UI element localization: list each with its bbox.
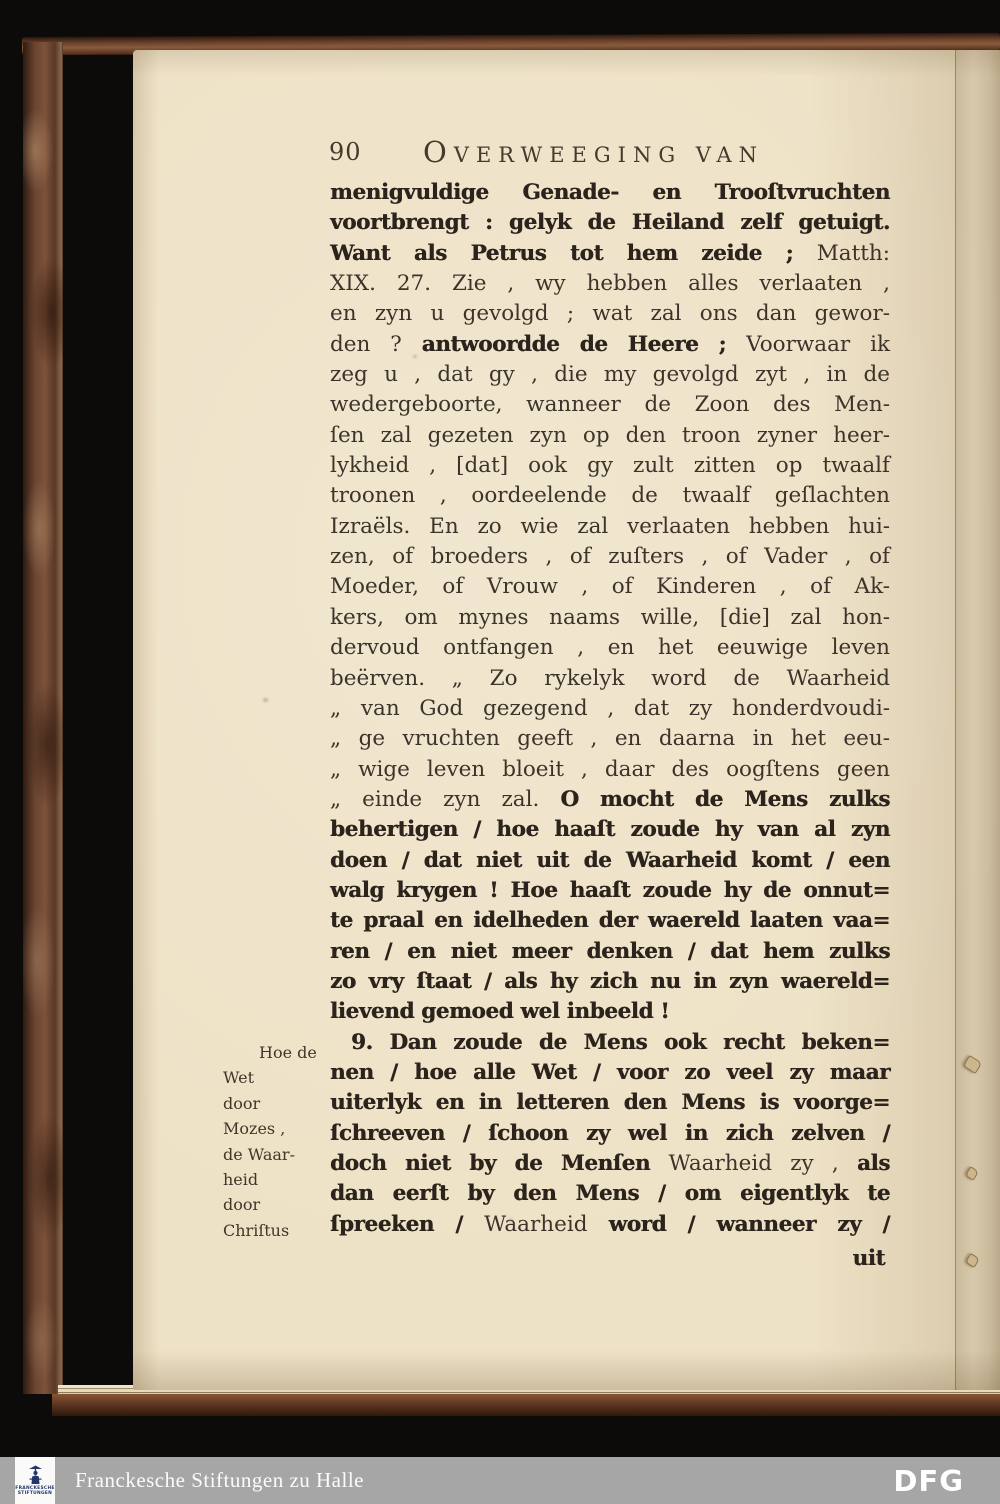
roman-segment: Izraëls. En zo wie zal verlaaten hebben hui- xyxy=(330,513,890,539)
text-line xyxy=(330,1149,890,1179)
text-line xyxy=(330,299,890,329)
page-gutter-crease xyxy=(955,50,1000,1390)
text-line xyxy=(330,1028,890,1058)
text-line xyxy=(330,542,890,572)
text-line xyxy=(330,421,890,451)
text-line xyxy=(330,1088,890,1118)
text-line xyxy=(330,603,890,633)
text-line xyxy=(330,360,890,390)
text-line xyxy=(330,694,890,724)
org-logo-label-2: STIFTUNGEN xyxy=(17,1491,53,1496)
blackletter-segment: voortbrengt : gelyk de Heiland zelf getuigt. xyxy=(330,210,890,236)
roman-segment: lykheid , [dat] ook gy zult zitten op twaalf xyxy=(330,453,890,479)
margin-note-line: heid xyxy=(223,1170,259,1190)
blackletter-segment: dan eerſt by den Mens / om eigentlyk te xyxy=(330,1181,890,1207)
text-line xyxy=(330,208,890,238)
roman-segment: en zyn u gevolgd ; wat zal ons dan gewor- xyxy=(330,301,890,327)
text-line xyxy=(330,815,890,845)
blackletter-segment: Want als Petrus tot hem zeide ; xyxy=(330,240,817,266)
margin-note-line: Mozes , xyxy=(223,1119,286,1139)
margin-note-line: Chriſtus xyxy=(223,1220,290,1240)
text-line xyxy=(330,633,890,663)
blackletter-segment: antwoordde de Heere ; xyxy=(421,331,747,357)
roman-segment: Voorwaar ik xyxy=(746,331,890,357)
text-line xyxy=(330,481,890,511)
text-line xyxy=(330,390,890,420)
roman-segment: beërven. „ Zo rykelyk word de Waarheid xyxy=(330,665,890,691)
blackletter-segment: doch niet by de Menſen xyxy=(330,1151,669,1176)
blackletter-segment: menigvuldige Genade- en Trooſtvruchten xyxy=(330,180,890,205)
roman-segment: Moeder, of Vrouw , of Kinderen , of Ak- xyxy=(330,574,890,600)
text-line xyxy=(330,512,890,542)
blackletter-segment: lievend gemoed wel inbeeld ! xyxy=(330,999,670,1025)
margin-note-line: door xyxy=(223,1195,261,1215)
roman-segment: dervoud ontfangen , en het eeuwige leven xyxy=(330,635,890,661)
blackletter-segment: walg krygen ! Hoe haaſt zoude hy de onnut= xyxy=(330,877,890,903)
text-line xyxy=(330,664,890,694)
roman-segment: Matth: xyxy=(816,240,890,266)
text-line xyxy=(330,451,890,481)
blackletter-segment: doen / dat niet uit de Waarheid komt / een xyxy=(330,847,890,873)
blackletter-segment: O mocht de Mens zulks xyxy=(560,786,890,812)
page-number: 90 xyxy=(329,138,362,166)
margin-note-line: door xyxy=(223,1093,261,1113)
roman-segment: wedergeboorte, wanneer de Zoon des Men- xyxy=(330,392,890,418)
blackletter-segment: ren / en niet meer denken / dat hem zulks xyxy=(330,938,890,964)
roman-segment: XIX. 27. Zie , wy hebben alles verlaaten , xyxy=(330,271,890,297)
page-stain xyxy=(263,698,268,702)
margin-note xyxy=(223,1040,327,1243)
roman-segment: „ ge vruchten geeft , en daarna in het eeu- xyxy=(330,726,890,752)
blackletter-segment: ſpreeken / xyxy=(330,1211,485,1237)
blackletter-segment: ſchreeven / ſchoon zy wel in zich zelven / xyxy=(330,1120,890,1146)
text-line xyxy=(330,178,890,208)
text-line xyxy=(330,572,890,602)
blackletter-segment: behertigen / hoe haaſt zoude hy van al zyn xyxy=(330,817,890,843)
text-line xyxy=(330,330,890,360)
book-page xyxy=(133,50,1000,1390)
roman-segment: „ wige leven bloeit , daar des oogſtens geen xyxy=(330,756,890,782)
roman-segment: ſen zal gezeten zyn op den troon zyner heer- xyxy=(330,422,890,448)
text-line xyxy=(330,239,890,269)
org-logo-label-1: FRANCKESCHE xyxy=(15,1485,55,1491)
footer-bar xyxy=(0,1457,1000,1504)
roman-segment: zeg u , dat gy , die my gevolgd zyt , in de xyxy=(330,362,890,388)
blackletter-segment: als xyxy=(856,1151,890,1176)
margin-note-line: Wet xyxy=(223,1068,255,1088)
text-line xyxy=(330,755,890,785)
catchword: uit xyxy=(852,1246,885,1271)
blackletter-segment: te praal en idelheden der waereld laaten vaa= xyxy=(330,908,890,934)
text-line xyxy=(330,1058,890,1088)
roman-segment: „ einde zyn zal. xyxy=(330,786,561,812)
body-text xyxy=(330,178,890,1240)
text-line xyxy=(330,269,890,299)
roman-segment: zen, of broeders , of zuſters , of Vader , of xyxy=(330,544,890,570)
francke-logo-icon xyxy=(27,1465,44,1484)
roman-segment: kers, om mynes naams wille, [die] zal hon- xyxy=(330,604,890,630)
text-line xyxy=(330,937,890,967)
blackletter-segment: uiterlyk en in letteren den Mens is voorge= xyxy=(330,1090,890,1116)
roman-segment: Waarheid xyxy=(484,1211,609,1237)
text-line xyxy=(330,1119,890,1149)
blackletter-segment: zo vry ſtaat / als hy zich nu in zyn waereld= xyxy=(330,968,890,994)
text-line xyxy=(330,785,890,815)
text-line xyxy=(330,1210,890,1240)
text-line xyxy=(330,967,890,997)
margin-note-line: de Waar- xyxy=(223,1144,295,1164)
text-line xyxy=(330,876,890,906)
blackletter-segment: 9. Dan zoude de Mens ook recht beken= xyxy=(351,1029,890,1055)
blackletter-segment: word / wanneer zy / xyxy=(608,1211,890,1237)
francke-foundations-logo xyxy=(15,1457,55,1504)
text-line xyxy=(330,997,890,1027)
text-line xyxy=(330,724,890,754)
roman-segment: den ? xyxy=(330,331,422,357)
book-spine-leather xyxy=(23,42,63,1394)
roman-segment: troonen , oordeelende de twaalf geſlachten xyxy=(330,483,890,509)
dfg-logo: DFG xyxy=(893,1463,964,1498)
institution-name: Franckesche Stiftungen zu Halle xyxy=(75,1468,364,1492)
roman-segment: „ van God gezegend , dat zy honderdvoudi- xyxy=(330,695,890,721)
book-cover-bottom-edge xyxy=(52,1394,1000,1416)
running-title: OVERWEEGING VAN xyxy=(423,135,765,169)
margin-note-line: Hoe de xyxy=(259,1043,317,1062)
text-line xyxy=(330,1179,890,1209)
roman-segment: Waarheid zy , xyxy=(668,1151,857,1176)
text-line xyxy=(330,846,890,876)
blackletter-segment: nen / hoe alle Wet / voor zo veel zy maar xyxy=(330,1059,890,1085)
page-block-fore-edge xyxy=(63,50,133,1388)
text-line xyxy=(330,906,890,936)
